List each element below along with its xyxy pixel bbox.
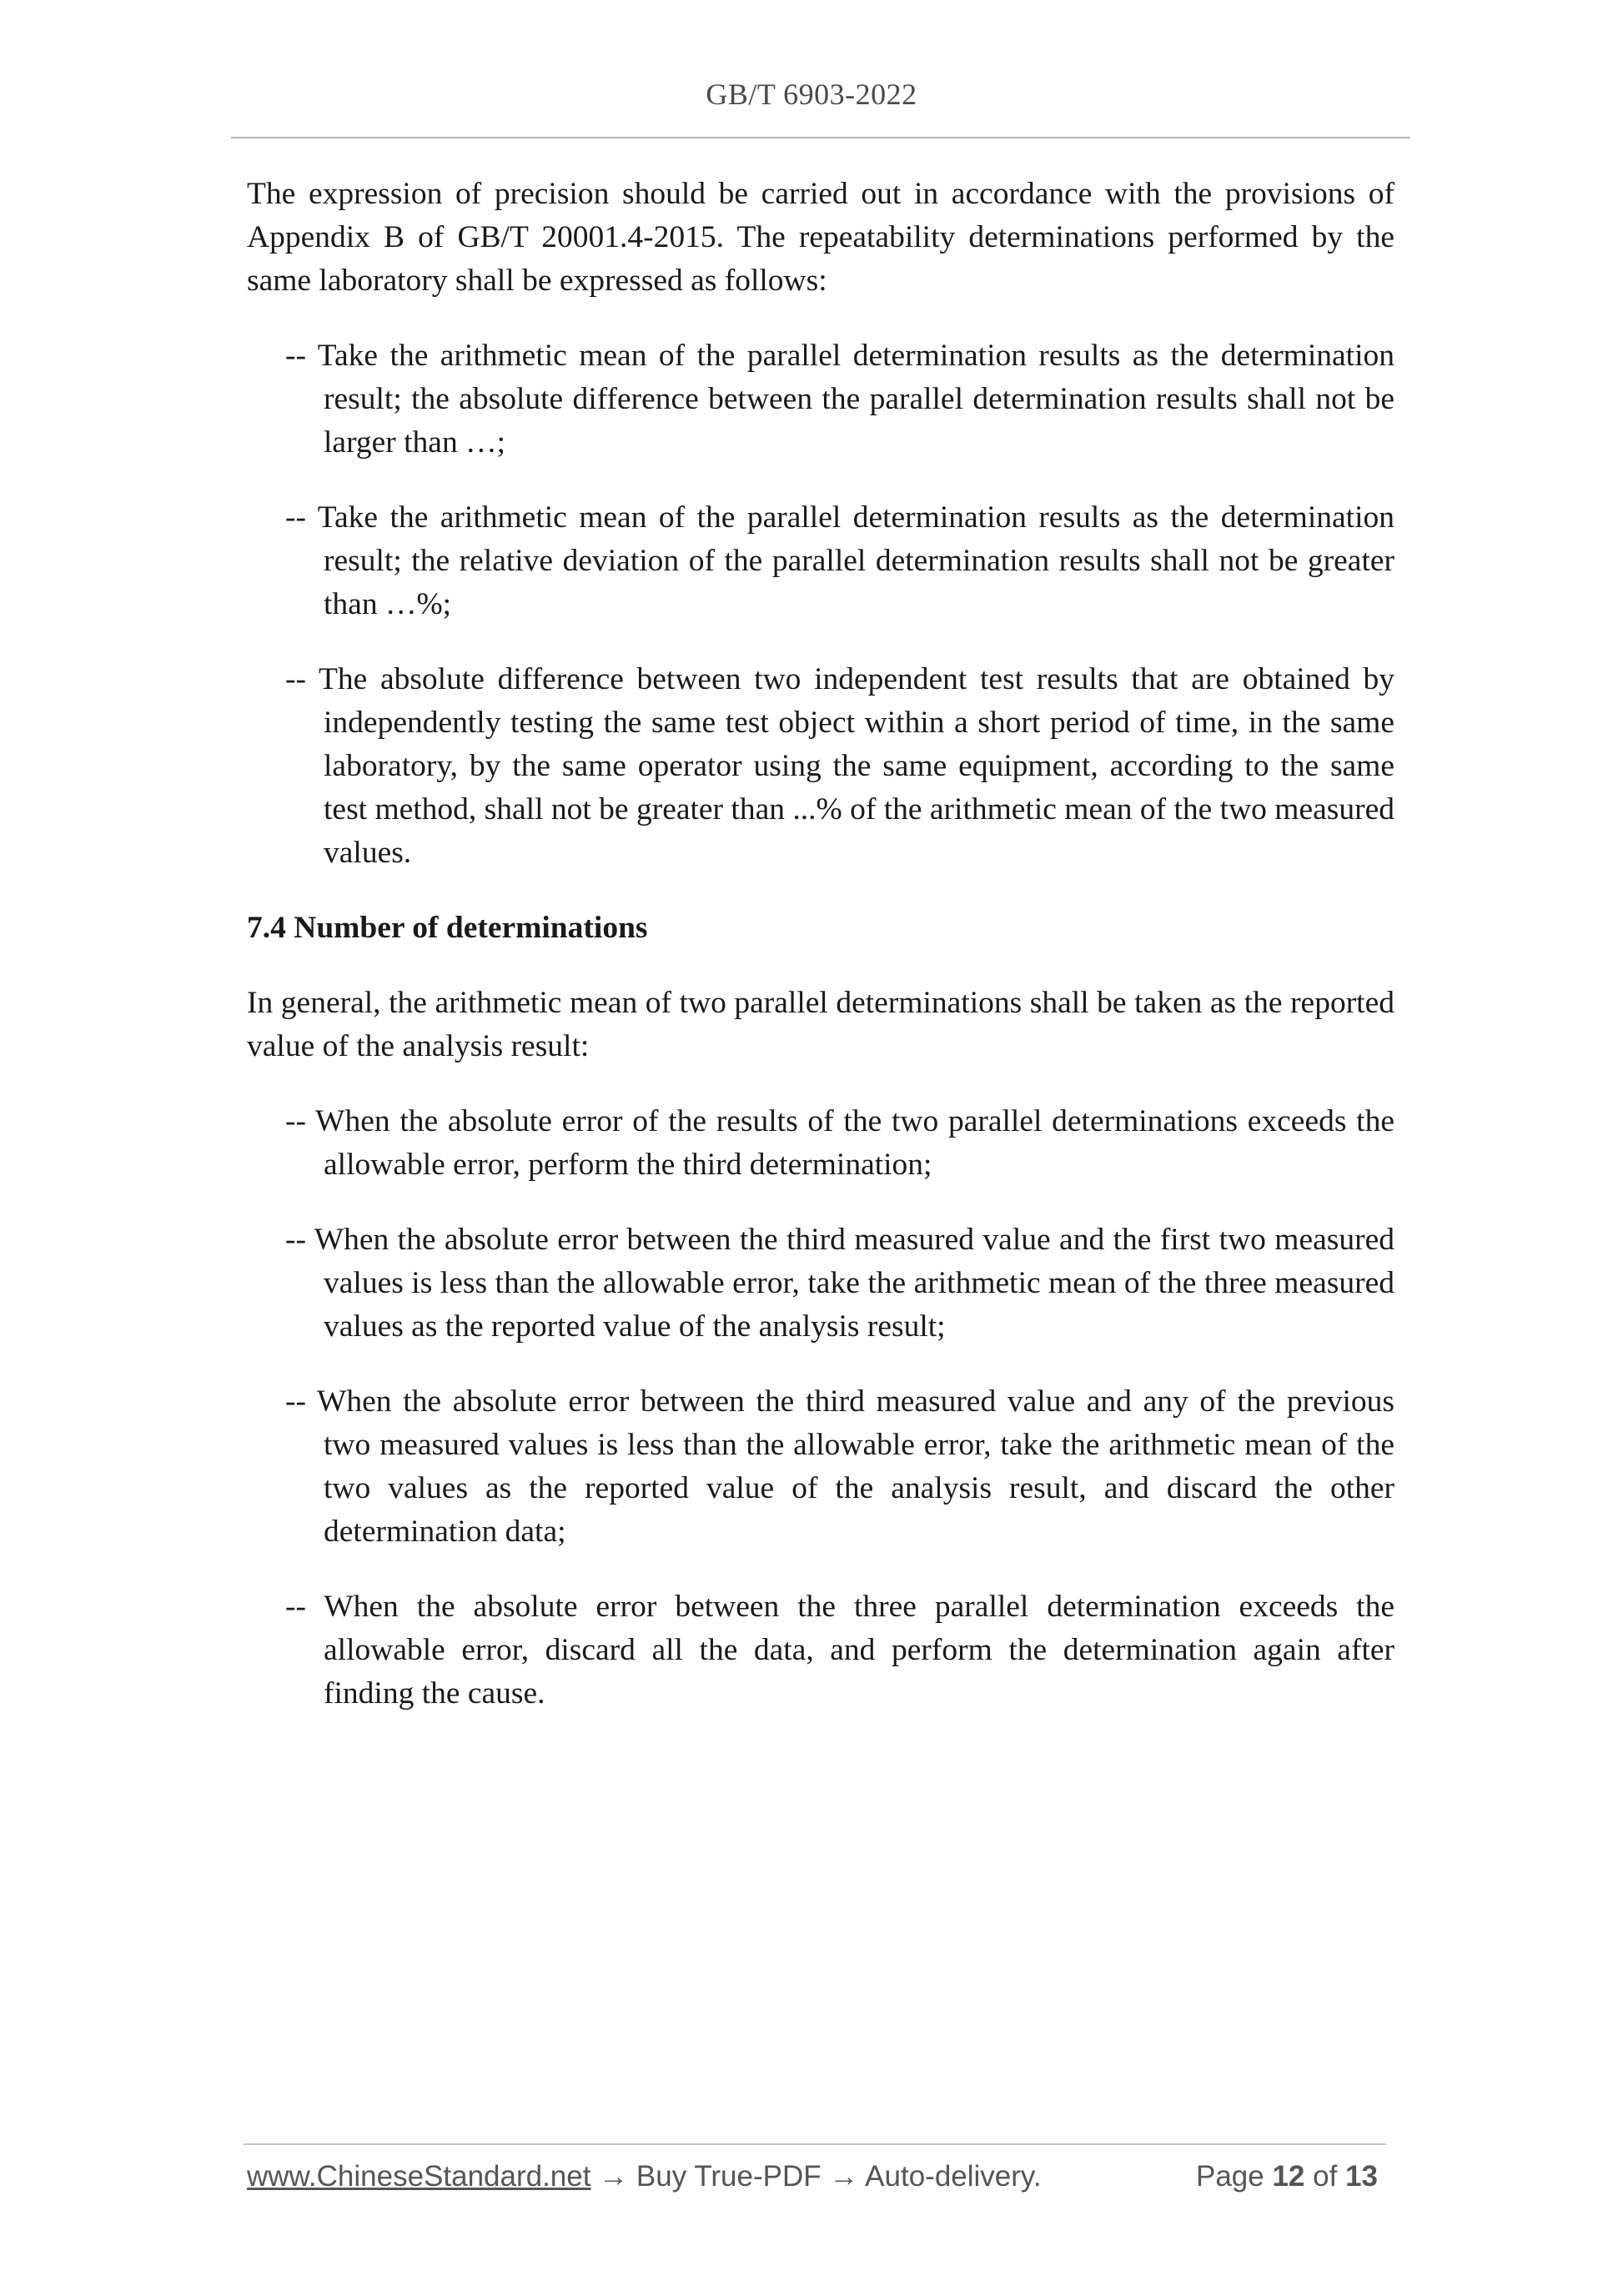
section-paragraph: In general, the arithmetic mean of two parallel determinations shall be taken as the reported value of the analysis result: — [247, 986, 1394, 1063]
section-heading: 7.4 Number of determinations — [247, 911, 648, 945]
page-label: Page — [1195, 2160, 1264, 2193]
header-divider — [231, 137, 1410, 138]
page-number — [1196, 2152, 1378, 2202]
determination-list-item: -- When the absolute error of the results of the two parallel determinations exceeds the allowable error, perform the third determination; — [285, 1104, 1394, 1182]
footer-divider — [244, 2143, 1386, 2145]
intro-paragraph: The expression of precision should be carried out in accordance with the provisions of Appendix B of GB/T 20001.4-2015. The repeatability determinations performed by the same laboratory shall be expressed as follows: — [247, 177, 1394, 298]
document-body — [247, 173, 1394, 1747]
precision-list-item: -- Take the arithmetic mean of the parallel determination results as the determination result; the relative deviation of the parallel determination results shall not be greater than …%; — [285, 500, 1394, 621]
determination-list-item: -- When the absolute error between the third measured value and the first two measured values is less than the allowable error, take the arithmetic mean of the three measured values as the reported value of the analysis result; — [285, 1223, 1394, 1344]
precision-list-item: -- The absolute difference between two independent test results that are obtained by independently testing the same test object within a short period of time, in the same laboratory, by the same operator using the same equipment, according to the same test method, shall not be greater than ...% of the arithmetic mean of the two measured values. — [285, 662, 1394, 870]
of-label: of — [1313, 2160, 1338, 2193]
footer-tagline: → Buy True-PDF → Auto-delivery. — [590, 2160, 1042, 2193]
page-current: 12 — [1272, 2160, 1305, 2193]
footer-promo — [247, 2152, 1042, 2202]
page-footer — [247, 2152, 1386, 2202]
page-total: 13 — [1345, 2160, 1378, 2193]
page-header-doc-id: GB/T 6903-2022 — [706, 78, 917, 111]
determination-list-item: -- When the absolute error between the three parallel determination exceeds the allowable error, discard all the data, and perform the determination again after finding the cause. — [285, 1590, 1394, 1711]
website-link[interactable]: www.ChineseStandard.net — [247, 2160, 591, 2193]
determination-list-item: -- When the absolute error between the third measured value and any of the previous two measured values is less than the allowable error, take the arithmetic mean of the two values as the reported value of the analysis result, and discard the other determination data; — [285, 1384, 1394, 1549]
precision-list-item: -- Take the arithmetic mean of the parallel determination results as the determination result; the absolute difference between the parallel determination results shall not be larger than …; — [285, 339, 1394, 460]
